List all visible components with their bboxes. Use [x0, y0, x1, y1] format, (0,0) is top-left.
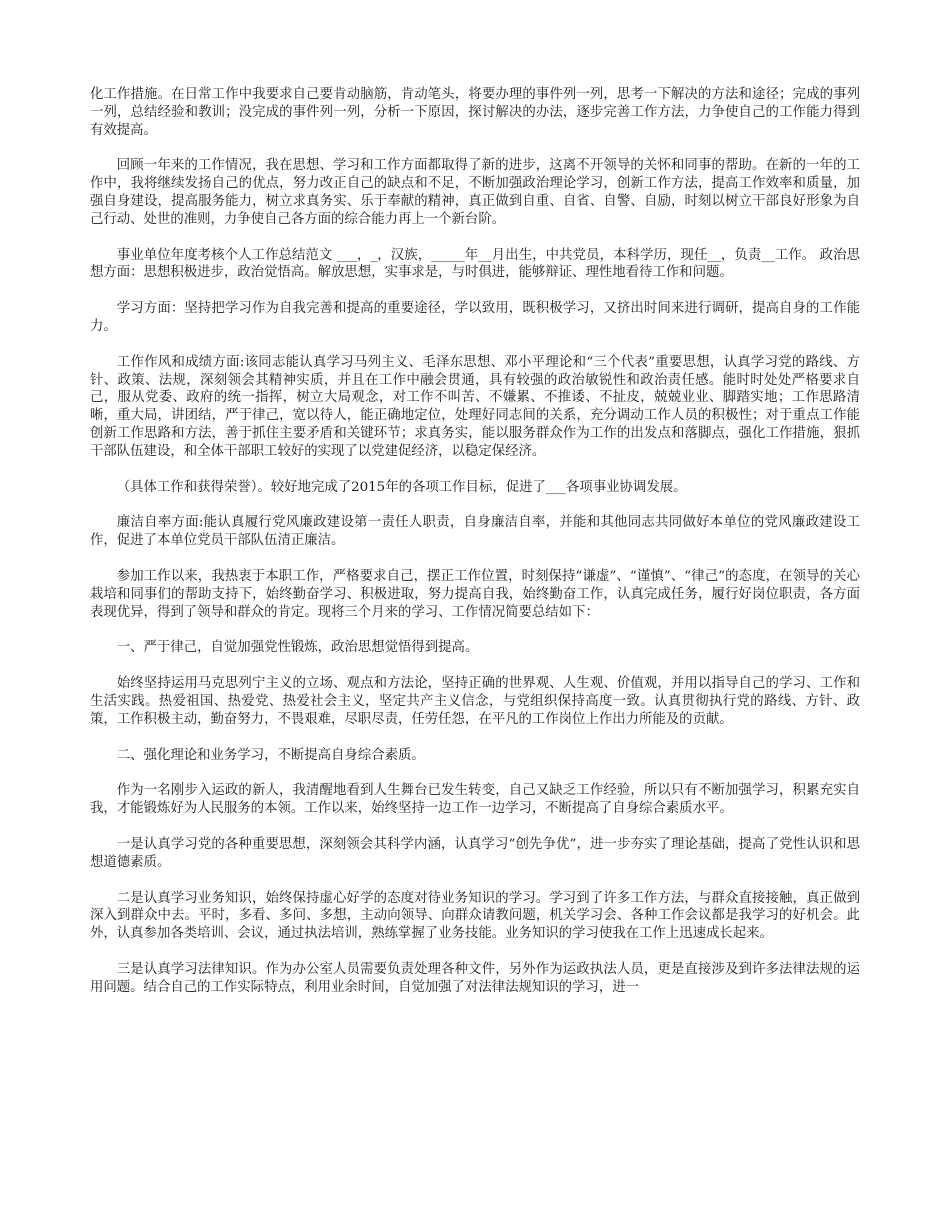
paragraph: 始终坚持运用马克思列宁主义的立场、观点和方法论，坚持正确的世界观、人生观、价值观，并用以指导自己的学习、工作和生活实践。热爱祖国、热爱党、热爱社会主义，坚定共产主义信念，与党组织保持高度一致。认真贯彻执行党的路线、方针、政策，工作积极主动，勤奋努力，不畏艰难，尽职尽责，任劳任怨，在平凡的工作岗位上作出力所能及的贡献。: [90, 676, 860, 727]
document-body: [90, 86, 860, 1014]
paragraph: 事业单位年度考核个人工作总结范文 ___，_，汉族，_____年__月出生，中共党员，本科学历，现任__，负责__工作。 政治思想方面：思想积极进步，政治觉悟高。解放思想，实事求是，与时俱进，能够辩证、理性地看待工作和问题。: [90, 247, 860, 281]
paragraph: 三是认真学习法律知识。作为办公室人员需要负责处理各种文件，另外作为运政执法人员，更是直接涉及到许多法律法规的运用问题。结合自己的工作实际特点，利用业余时间，自觉加强了对法律法规知识的学习，进一: [90, 961, 860, 995]
section-heading: 二、强化理论和业务学习，不断提高自身综合素质。: [116, 747, 425, 763]
paragraph: 廉洁自率方面:能认真履行党风廉政建设第一责任人职责，自身廉洁自率，并能和其他同志共同做好本单位的党风廉政建设工作，促进了本单位党员干部队伍清正廉洁。: [90, 515, 860, 549]
paragraph: 参加工作以来，我热衷于本职工作，严格要求自己，摆正工作位置，时刻保持“谦虚”、“谨慎”、“律己”的态度，在领导的关心栽培和同事们的帮助支持下，始终勤奋学习、积极进取，努力提高自我，始终勤奋工作，认真完成任务，履行好岗位职责，各方面表现优异，得到了领导和群众的肯定。现将三个月来的学习、工作情况简要总结如下：: [90, 568, 860, 620]
paragraph: 工作作风和成绩方面:该同志能认真学习马列主义、毛泽东思想、邓小平理论和“三个代表”重要思想，认真学习党的路线、方针、政策、法规，深刻领会其精神实质，并且在工作中融会贯通，具有较强的政治敏锐性和政治责任感。能时时处处严格要求自己，服从党委、政府的统一指挥，树立大局观念，对工作不叫苦、不嫌累、不推诿、不扯皮，兢兢业业、脚踏实地；工作思路清晰，重大局，讲团结，严于律己，宽以待人，能正确地定位，处理好同志间的关系，充分调动工作人员的积极性；对于重点工作能创新工作思路和方法，善于抓住主要矛盾和关键环节；求真务实，能以服务群众作为工作的出发点和落脚点，强化工作措施，狠抓干部队伍建设，和全体干部职工较好的实现了以党建促经济，以稳定保经济。: [90, 354, 860, 459]
paragraph: 回顾一年来的工作情况，我在思想、学习和工作方面都取得了新的进步，这离不开领导的关怀和同事的帮助。在新的一年的工作中，我将继续发扬自己的优点，努力改正自己的缺点和不足，不断加强政治理论学习，创新工作方法，提高工作效率和质量，加强自身建设，提高服务能力，树立求真务实、乐于奉献的精神，真正做到自重、自省、自警、自励，时刻以树立干部良好形象为自己行动、处世的准则，力争使自己各方面的综合能力再上一个新台阶。: [90, 158, 860, 227]
paragraph: 一是认真学习党的各种重要思想，深刻领会其科学内涵，认真学习“创先争优”，进一步夯实了理论基础，提高了党性认识和思想道德素质。: [90, 836, 860, 870]
paragraph: 学习方面：坚持把学习作为自我完善和提高的重要途径，学以致用，既积极学习，又挤出时间来进行调研，提高自身的工作能力。: [90, 301, 860, 334]
paragraph: 二是认真学习业务知识，始终保持虚心好学的态度对待业务知识的学习。学习到了许多工作方法，与群众直接接触，真正做到深入到群众中去。平时，多看、多问、多想，主动向领导、向群众请教问题，机关学习会、各种工作会议都是我学习的好机会。此外，认真参加各类培训、会议，通过执法培训，熟练掌握了业务技能。业务知识的学习使我在工作上迅速成长起来。: [90, 890, 860, 942]
paragraph: 化工作措施。在日常工作中我要求自己要肯动脑筋，肯动笔头，将要办理的事件列一列，思考一下解决的方法和途径；完成的事列一列，总结经验和教训；没完成的事件列一列，分析一下原因，探讨解决的办法，逐步完善工作方法，力争使自己的工作能力得到有效提高。: [90, 87, 860, 138]
paragraph: （具体工作和获得荣誉）。较好地完成了2015年的各项工作目标，促进了___各项事业协调发展。: [116, 479, 687, 495]
paragraph: 作为一名刚步入运政的新人，我清醒地看到人生舞台已发生转变，自己又缺乏工作经验，所以只有不断加强学习，积累充实自我，才能锻炼好为人民服务的本领。工作以来，始终坚持一边工作一边学习，不断提高了自身综合素质水平。: [90, 783, 860, 817]
section-heading: 一、严于律己，自觉加强党性锻炼，政治思想觉悟得到提高。: [116, 640, 479, 656]
